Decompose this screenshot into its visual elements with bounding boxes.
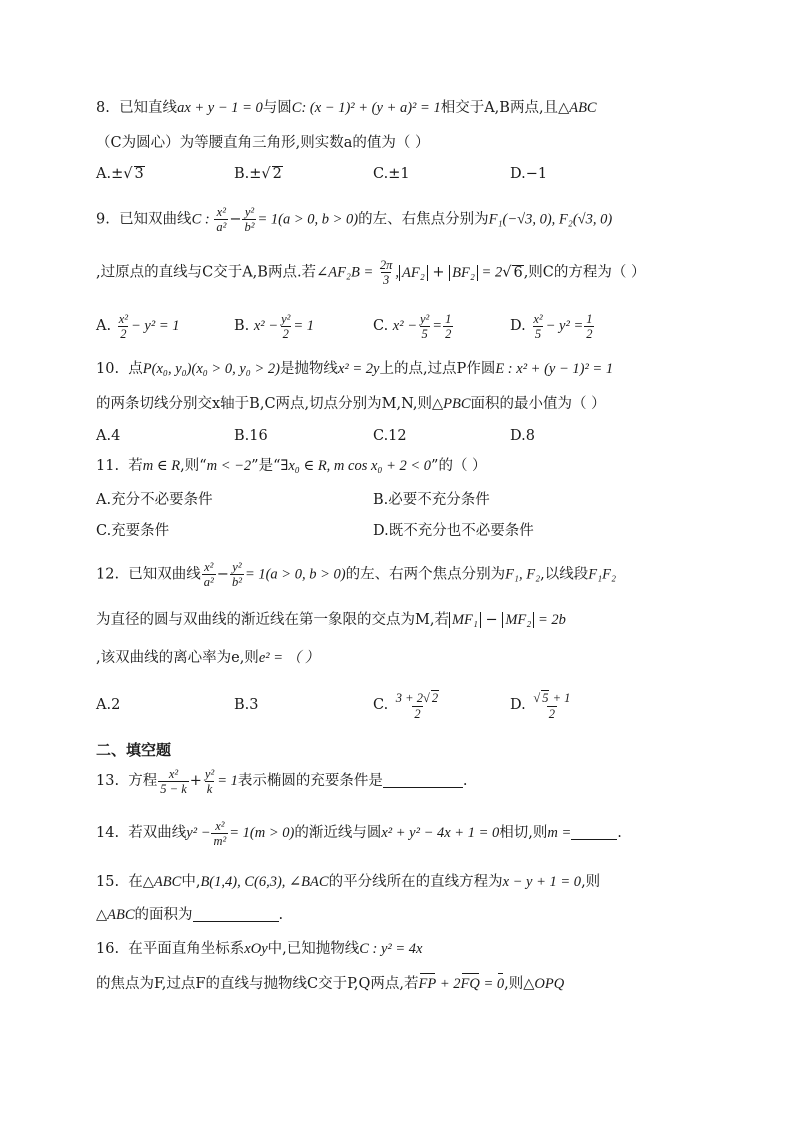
fraction: $\frac{\text{x²}}{\text{a²}}$ (216, 205, 227, 234)
q12-line-1: 12. 已知双曲线 $\frac{\text{x²}}{\text{a²}}$ − $\frac{\text{y²}}{\text{b²}}$ = 1(a > 0, b > 0)的左、右两个焦点分别为F₁, F₂,以线段F₁F₂ (96, 560, 617, 589)
q8-option-a: A.±√ 3 (96, 166, 144, 182)
q12-line-3: ,该双曲线的离心率为e,则e² = （ ） (96, 650, 320, 666)
q10-line-2: 的两条切线分别交x轴于B,C两点,切点分别为M,N,则△PBC面积的最小值为（ ） (96, 396, 606, 412)
q10-option-c: C.12 (373, 428, 407, 444)
q8-option-b: B.±√ 2 (234, 166, 282, 182)
q9-option-a: A. $\frac{\text{x²}}{2}$ − y² = 1 (96, 311, 180, 341)
q16-line-2: 的焦点为F,过点F的直线与抛物线C交于P,Q两点,若FP + 2FQ = 0,则△OPQ (96, 976, 565, 992)
sqrt-sign: √ (123, 166, 133, 182)
q10-option-a: A.4 (96, 428, 121, 444)
q14-line: 14. 若双曲线y² − $\frac{\text{x²}}{\text{m²}}$ = 1(m > 0)的渐近线与圆x² + y² − 4x + 1 = 0相切,则m = . (96, 818, 622, 848)
q8-line-1: 8. 已知直线ax + y − 1 = 0与圆C: (x − 1)² + (y + a)² = 1相交于A,B两点,且△ABC (96, 100, 597, 116)
answer-blank[interactable] (383, 771, 463, 788)
q11-option-d: D.既不充分也不必要条件 (373, 523, 534, 539)
q9-line-2: ,过原点的直线与C交于A,B两点.若∠AF₂B = $\frac{2\pi}{3}$ , AF₂ + BF₂ = 2√ 6,则C的方程为（ ） (96, 258, 646, 287)
q12-line-2: 为直径的圆与双曲线的渐近线在第一象限的交点为M,若 MF₁ − MF₂ = 2b (96, 612, 566, 628)
q12-option-a: A.2 (96, 697, 121, 713)
fraction: $\frac{\text{y²}}{\text{b²}}$ (244, 205, 255, 234)
q8-option-c: C.±1 (373, 166, 410, 182)
answer-blank[interactable] (571, 823, 617, 840)
q9-option-b: B. x² − $\frac{\text{y²}}{2}$ = 1 (234, 311, 315, 341)
q12-option-c: C. $\frac{3 + 2√ 2}{2}$ (373, 690, 439, 721)
q11-line-1: 11. 若m ∈ R,则“m < −2”是“∃x₀ ∈ R, m cos x₀ + 2 < 0”的（ ） (96, 458, 487, 474)
q15-line-1: 15. 在△ABC中,B(1,4), C(6,3), ∠BAC的平分线所在的直线方程为x − y + 1 = 0,则 (96, 874, 601, 890)
q10-option-b: B.16 (234, 428, 268, 444)
q16-line-1: 16. 在平面直角坐标系xOy中,已知抛物线C : y² = 4x (96, 941, 423, 957)
q11-option-a: A.充分不必要条件 (96, 492, 213, 508)
q9-option-d: D. $\frac{\text{x²}}{5}$ − y² = $\frac{1}{2}$ (510, 311, 593, 341)
q13-line: 13. 方程 $\frac{\text{x²}}{5 - k}$ + $\frac{\text{y²}}{k}$ = 1表示椭圆的充要条件是 . (96, 766, 468, 796)
q12-option-b: B.3 (234, 697, 259, 713)
q8-line-2: （C为圆心）为等腰直角三角形,则实数a的值为（ ） (96, 135, 430, 151)
section-heading: 二、填空题 (96, 741, 172, 759)
q9-option-c: C. x² − $\frac{\text{y²}}{5}$ = $\frac{1}{2}$ (373, 311, 452, 341)
q10-line-1: 10. 点P(x₀, y₀)(x₀ > 0, y₀ > 2)是抛物线x² = 2y上的点,过点P作圆E : x² + (y − 1)² = 1 (96, 361, 614, 377)
q9-line-1: 9. 已知双曲线C : $\frac{\text{x²}}{\text{a²}}$ − $\frac{\text{y²}}{\text{b²}}$ = 1(a > 0, b > 0)的左、右焦点分别为F₁(−√3, 0), F₂(√3, 0) (96, 205, 613, 234)
q11-option-b: B.必要不充分条件 (373, 492, 490, 508)
q10-option-d: D.8 (510, 428, 535, 444)
q15-line-2: △ABC的面积为 . (96, 907, 284, 923)
answer-blank[interactable] (193, 905, 279, 922)
q12-option-d: D. $\frac{√ 5 + 1}{2}$ (510, 690, 571, 721)
q11-option-c: C.充要条件 (96, 523, 170, 539)
q8-option-d: D.−1 (510, 166, 548, 182)
